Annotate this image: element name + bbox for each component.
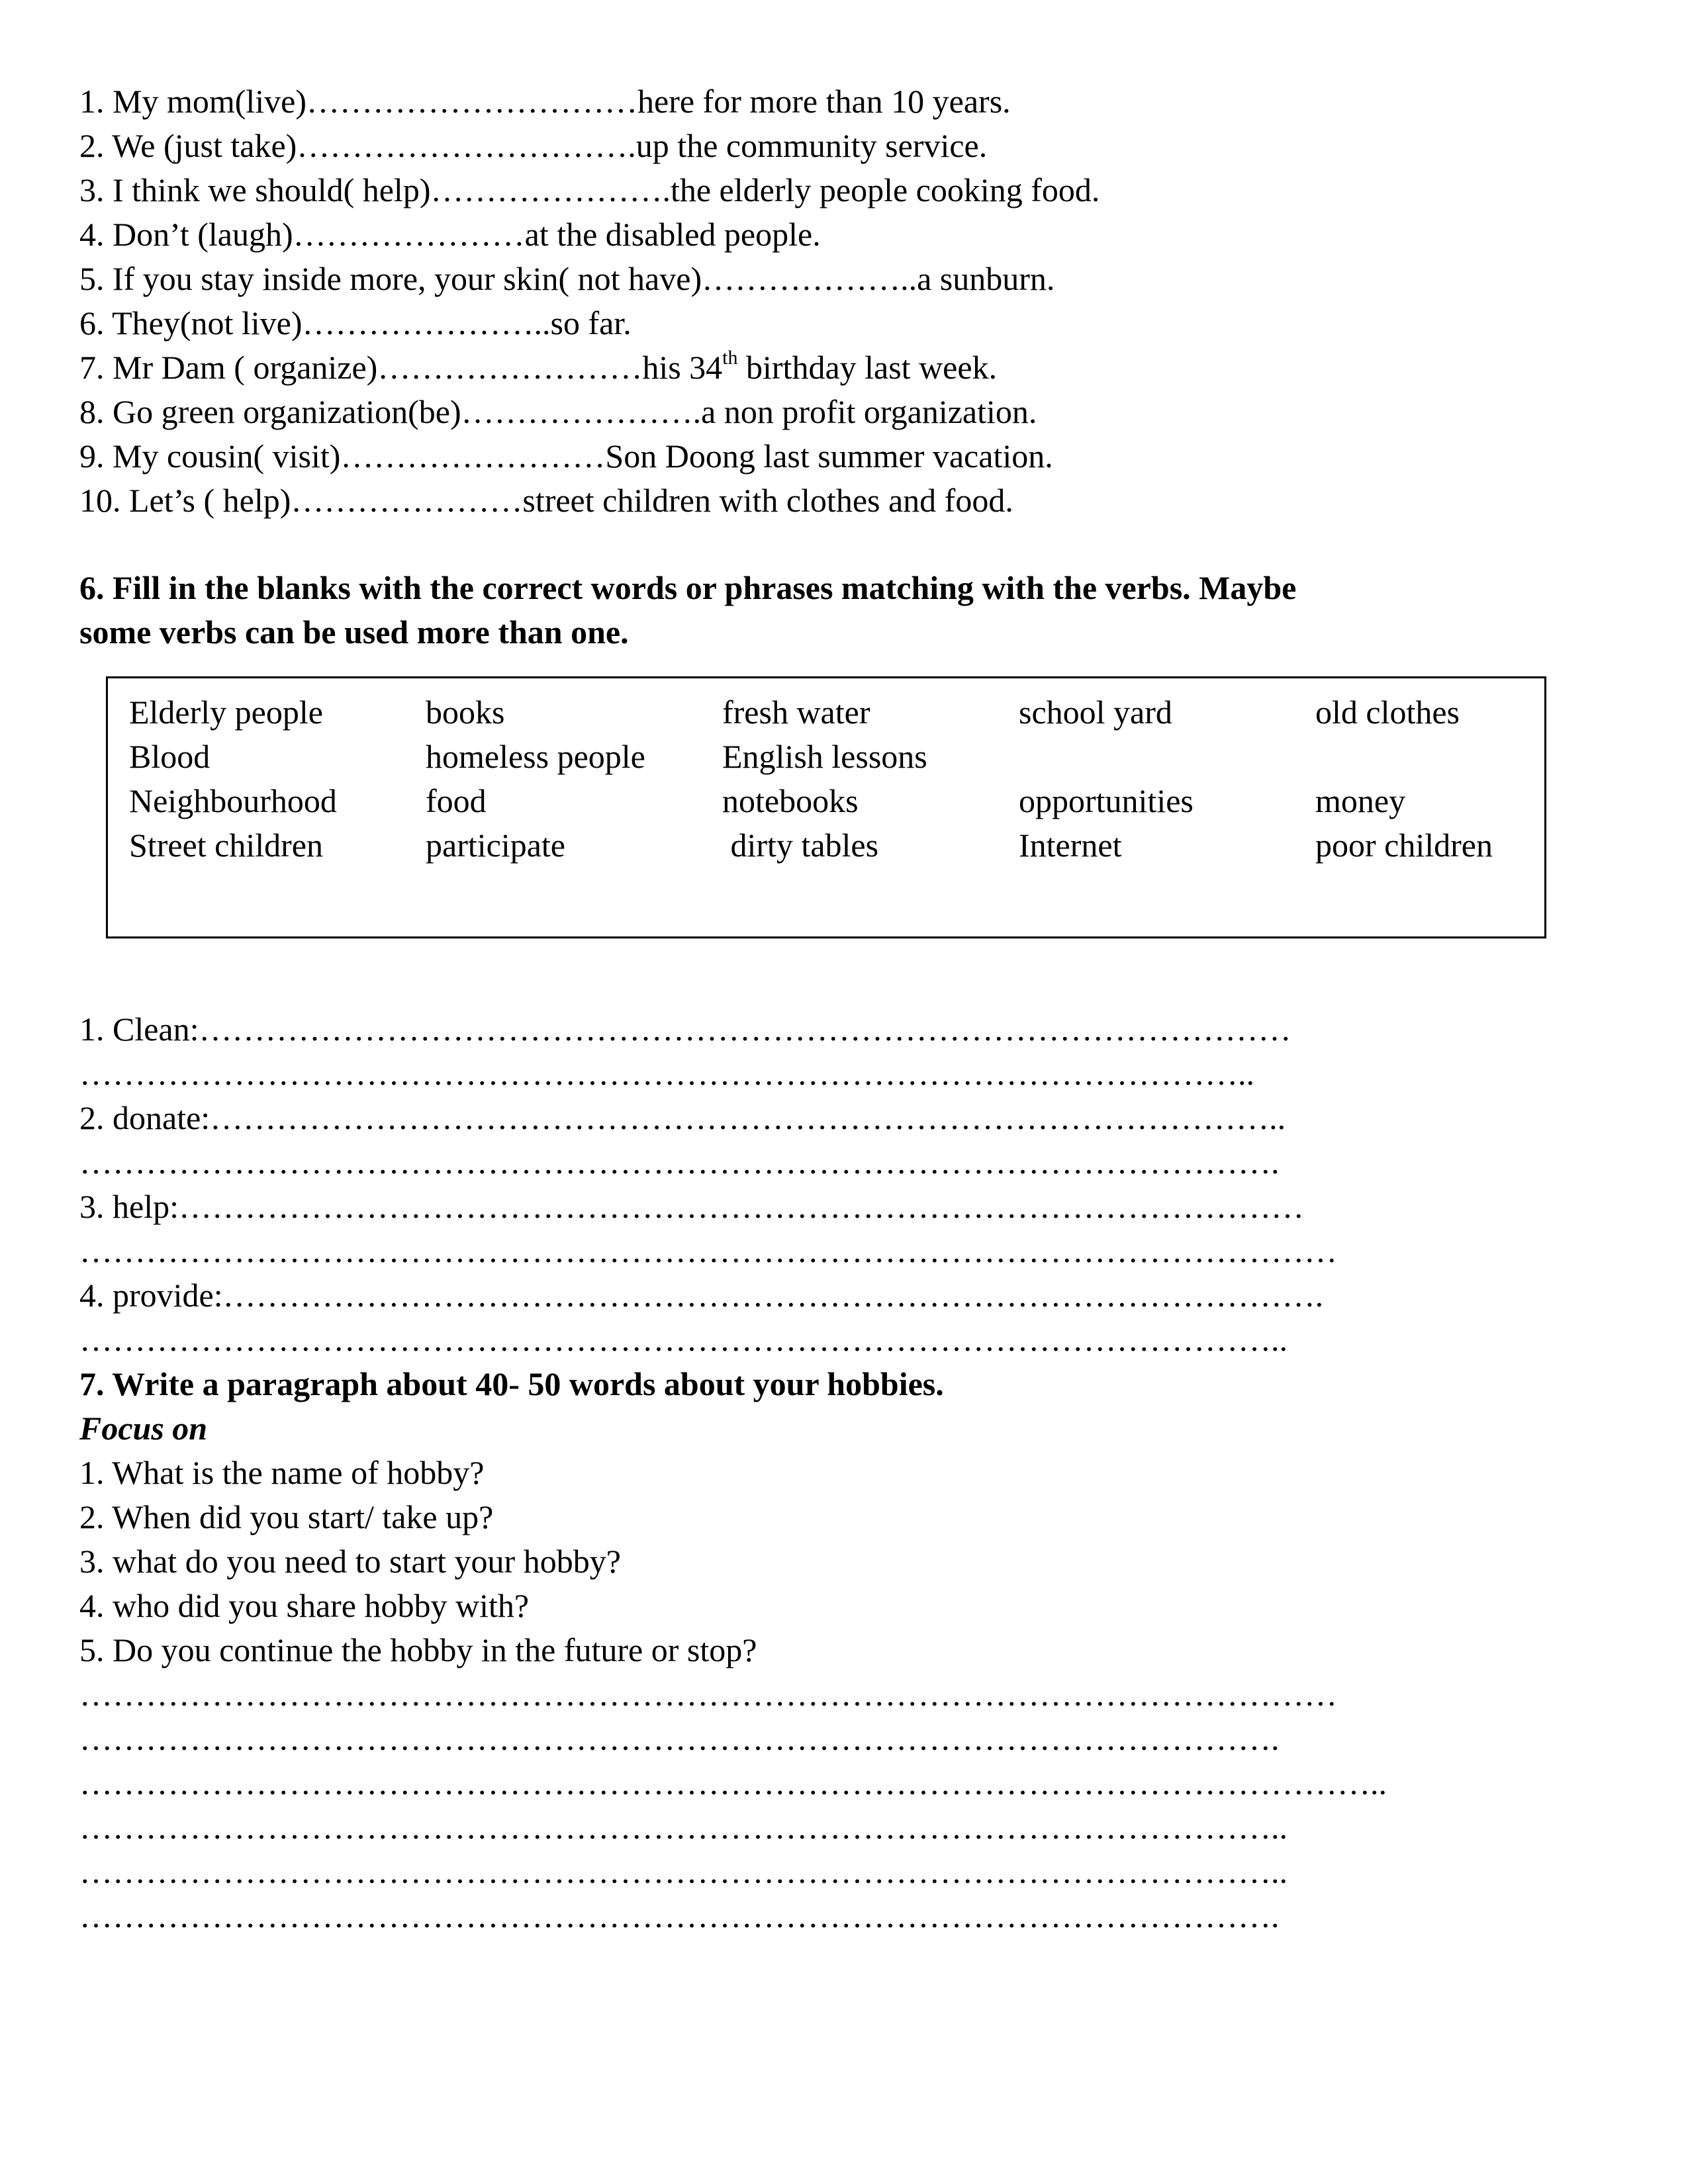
word-box-cell: dirty tables <box>722 827 879 864</box>
ex5-item-7-superscript: th <box>722 347 738 369</box>
word-box-cell: food <box>426 782 487 819</box>
ex5-item-5: 5. If you stay inside more, your skin( not have)………………..a sunburn. <box>79 260 1055 297</box>
word-box <box>106 676 1546 938</box>
ex6-answer-line[interactable]: ……………………………………………………………………………………………….. <box>79 1321 1288 1358</box>
ex7-writing-line[interactable]: ……………………………………………………………………………………………….. <box>79 1853 1288 1890</box>
word-box-cell: books <box>426 694 505 731</box>
word-box-cell: old clothes <box>1315 694 1460 731</box>
word-box-cell: school yard <box>1019 694 1172 731</box>
word-box-cell: Internet <box>1019 827 1122 864</box>
ex7-question-5: 5. Do you continue the hobby in the future or stop? <box>79 1631 757 1668</box>
ex5-item-2: 2. We (just take)………………………….up the community service. <box>79 127 988 164</box>
word-box-cell: notebooks <box>722 782 859 819</box>
ex6-answer-line[interactable]: …………………………………………………………………………………………….. <box>79 1055 1254 1092</box>
ex5-item-10: 10. Let’s ( help)…………………street children with clothes and food. <box>79 482 1013 519</box>
ex6-answer-donate[interactable]: 2. donate:…………………………………………………………………………………….. <box>79 1099 1286 1136</box>
word-box-cell: English lessons <box>722 738 927 775</box>
ex6-answer-clean[interactable]: 1. Clean:……………………………………………………………………………………… <box>79 1011 1291 1048</box>
ex7-writing-line[interactable]: …………………………………………………………………………………………………… <box>79 1676 1337 1713</box>
ex7-question-3: 3. what do you need to start your hobby? <box>79 1543 621 1580</box>
ex5-item-3: 3. I think we should( help)………………….the elderly people cooking food. <box>79 171 1100 208</box>
word-box-cell: money <box>1315 782 1406 819</box>
ex6-answer-line[interactable]: ………………………………………………………………………………………………. <box>79 1144 1280 1181</box>
ex7-writing-line[interactable]: ……………………………………………………………………………………………….. <box>79 1809 1288 1846</box>
ex5-item-1: 1. My mom(live)…………………………here for more than 10 years. <box>79 83 1011 120</box>
ex7-question-1: 1. What is the name of hobby? <box>79 1454 485 1491</box>
ex5-item-7-tail: birthday last week. <box>737 349 998 386</box>
ex6-answer-help[interactable]: 3. help:………………………………………………………………………………………… <box>79 1188 1304 1225</box>
ex6-answer-provide[interactable]: 4. provide:………………………………………………………………………………………. <box>79 1277 1324 1314</box>
ex5-item-4: 4. Don’t (laugh)…………………at the disabled people. <box>79 216 821 253</box>
ex7-writing-line[interactable]: ………………………………………………………………………………………………. <box>79 1720 1280 1757</box>
ex7-writing-line[interactable]: ……………………………………………………………………………………………………….. <box>79 1764 1387 1801</box>
ex6-heading-line-1: 6. Fill in the blanks with the correct words or phrases matching with the verbs. Maybe <box>79 569 1297 606</box>
ex5-item-6: 6. They(not live)…………………..so far. <box>79 304 632 341</box>
word-box-cell: Elderly people <box>129 694 323 731</box>
ex7-question-4: 4. who did you share hobby with? <box>79 1587 530 1624</box>
word-box-cell: homeless people <box>426 738 645 775</box>
word-box-cell: Blood <box>129 738 211 775</box>
ex5-item-8: 8. Go green organization(be)………………….a non profit organization. <box>79 393 1037 430</box>
word-box-cell: poor children <box>1315 827 1493 864</box>
ex5-item-9: 9. My cousin( visit)……………………Son Doong last summer vacation. <box>79 437 1053 475</box>
word-box-cell: participate <box>426 827 565 864</box>
word-box-cell: fresh water <box>722 694 870 731</box>
ex5-item-7-text: 7. Mr Dam ( organize)……………………his 34 <box>79 349 723 386</box>
word-box-cell: Street children <box>129 827 323 864</box>
ex6-heading-line-2: some verbs can be used more than one. <box>79 614 629 651</box>
ex7-heading: 7. Write a paragraph about 40- 50 words about your hobbies. <box>79 1365 944 1402</box>
ex7-focus-label: Focus on <box>79 1410 208 1447</box>
ex6-answer-line[interactable]: …………………………………………………………………………………………………… <box>79 1232 1337 1269</box>
ex7-question-2: 2. When did you start/ take up? <box>79 1498 494 1535</box>
word-box-cell: opportunities <box>1019 782 1194 819</box>
word-box-cell: Neighbourhood <box>129 782 337 819</box>
ex5-item-7 <box>79 345 997 389</box>
ex7-writing-line[interactable]: ………………………………………………………………………………………………. <box>79 1897 1280 1934</box>
